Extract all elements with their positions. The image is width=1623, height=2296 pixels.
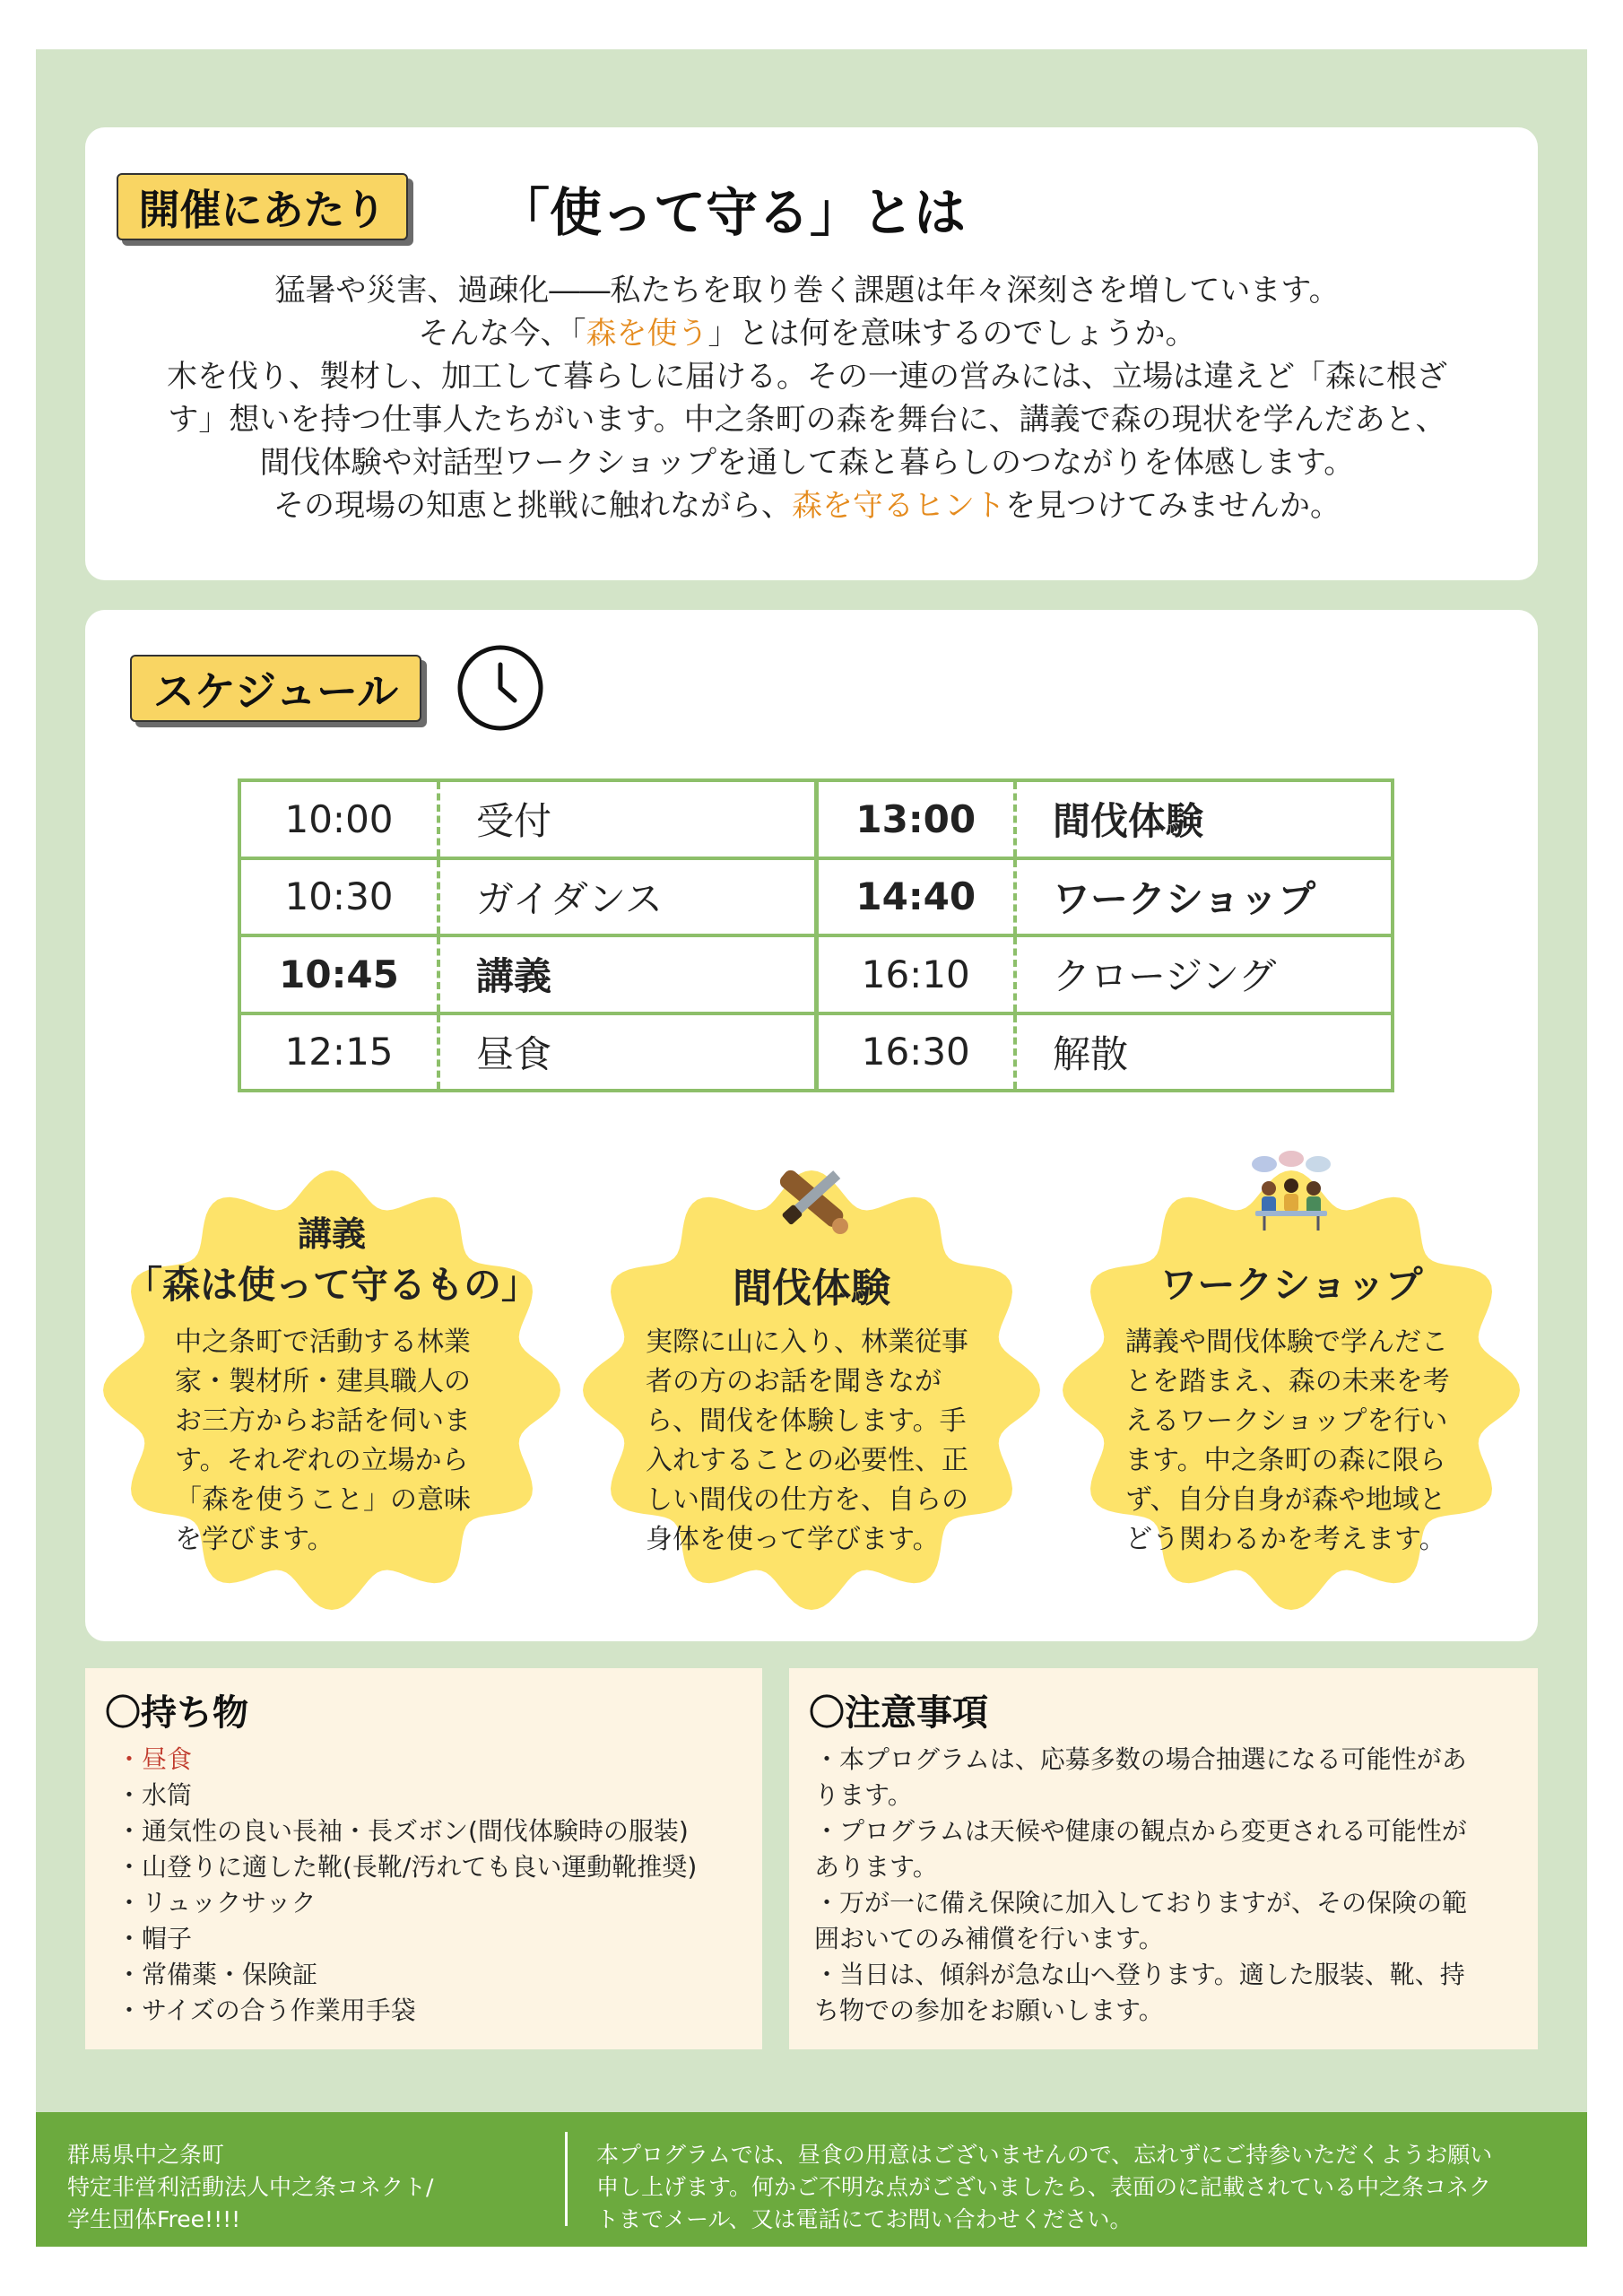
list-item: ・山登りに適した靴(長靴/汚れても良い運動靴推奨) xyxy=(117,1852,698,1882)
event-cell: 受付 xyxy=(438,780,816,858)
time-cell: 10:00 xyxy=(239,780,438,858)
program-description: 中之条町で活動する林業 家・製材所・建具職人の お三方からお話を伺いま す。それぞれの立場から 「森を使うこと」の意味 を学びます。 xyxy=(175,1326,471,1555)
intro-line: 木を伐り、製材し、加工して暮らしに届ける。その一連の営みには、立場は違えど「森に根ざ xyxy=(167,359,1447,395)
list-item: あります。 xyxy=(814,1852,938,1882)
program-lecture xyxy=(90,1157,574,1623)
program-title: ワークショップ xyxy=(1159,1263,1423,1307)
organizer-info: 群馬県中之条町 特定非営利活動法人中之条コネクト/ 学生団体Free!!!! xyxy=(67,2142,434,2232)
program-title: 講義 xyxy=(297,1214,366,1254)
schedule-tag: スケジュール xyxy=(130,655,421,722)
list-item: ・水筒 xyxy=(117,1780,193,1810)
notes-title: 〇注意事項 xyxy=(809,1692,988,1734)
program-workshop xyxy=(1049,1157,1533,1623)
clock-icon xyxy=(456,643,545,733)
intro-line: 間伐体験や対話型ワークショップを通して森と暮らしのつながりを体感します。 xyxy=(259,445,1355,481)
program-subtitle: 「森は使って守るもの」 xyxy=(124,1263,539,1307)
notes-list xyxy=(814,1742,1467,2029)
time-cell: 10:45 xyxy=(239,935,438,1013)
list-item: ・帽子 xyxy=(117,1924,193,1953)
event-cell: 間伐体験 xyxy=(1015,780,1393,858)
list-item: ・本プログラムは、応募多数の場合抽選になる可能性があ xyxy=(814,1744,1467,1774)
time-cell: 16:30 xyxy=(816,1013,1015,1091)
program-title: 間伐体験 xyxy=(733,1265,890,1311)
time-cell: 10:30 xyxy=(239,858,438,936)
belongings-title: 〇持ち物 xyxy=(105,1692,248,1734)
notes-box xyxy=(789,1668,1538,2049)
list-item: ・リュックサック xyxy=(117,1888,317,1918)
list-item: ・常備薬・保険証 xyxy=(117,1960,318,1989)
intro-line: 猛暑や災害、過疎化――私たちを取り巻く課題は年々深刻さを増しています。 xyxy=(274,273,1340,309)
discussion-group-icon xyxy=(1242,1148,1341,1238)
highlight-text: 森を使う xyxy=(586,316,708,352)
intro-line: そんな今、「森を使う」とは何を意味するのでしょうか。 xyxy=(418,316,1196,352)
time-cell: 16:10 xyxy=(816,935,1015,1013)
intro-title: 「使って守る」とは xyxy=(498,182,967,243)
saw-log-icon xyxy=(767,1152,856,1242)
list-item: ・当日は、傾斜が急な山へ登ります。適した服装、靴、持 xyxy=(814,1960,1465,1989)
list-item: ち物での参加をお願いします。 xyxy=(814,1996,1164,2025)
highlight-text: 森を守るヒント xyxy=(792,488,1005,524)
event-cell: 昼食 xyxy=(438,1013,816,1091)
list-item: ・通気性の良い長袖・長ズボン(間伐体験時の服装) xyxy=(117,1816,689,1846)
table-row xyxy=(239,858,1393,936)
footer-notice: 本プログラムでは、昼食の用意はございませんので、忘れずにご持参いただくようお願い 申し上げます。何かご不明な点がございましたら、表面のに記載されている中之条コネク トまでメール、又は電話にてお問い合わせください。 xyxy=(596,2142,1493,2232)
intro-body xyxy=(143,269,1471,527)
belongings-list xyxy=(117,1742,697,2029)
list-item: ・万が一に備え保険に加入しておりますが、その保険の範 xyxy=(814,1888,1468,1918)
list-item: ります。 xyxy=(814,1780,913,1810)
event-cell: ワークショップ xyxy=(1015,858,1393,936)
footer-divider xyxy=(565,2132,568,2226)
table-row xyxy=(239,935,1393,1013)
intro-line: その現場の知恵と挑戦に触れながら、森を守るヒントを見つけてみませんか。 xyxy=(273,488,1341,524)
intro-tag: 開催にあたり xyxy=(117,173,408,240)
time-cell: 13:00 xyxy=(816,780,1015,858)
time-cell: 14:40 xyxy=(816,858,1015,936)
list-item: ・プログラムは天候や健康の観点から変更される可能性が xyxy=(814,1816,1467,1846)
event-cell: 講義 xyxy=(438,935,816,1013)
program-description: 講義や間伐体験で学んだこ とを踏まえ、森の未来を考 えるワークショップを行い ます。中之条町の森に限ら ず、自分自身が森や地域と どう関わるかを考えます。 xyxy=(1125,1326,1450,1555)
event-cell: ガイダンス xyxy=(438,858,816,936)
list-item: ・サイズの合う作業用手袋 xyxy=(117,1996,416,2025)
belongings-box xyxy=(85,1668,762,2049)
table-row xyxy=(239,1013,1393,1091)
event-cell: 解散 xyxy=(1015,1013,1393,1091)
intro-line: す」想いを持つ仕事人たちがいます。中之条町の森を舞台に、講義で森の現状を学んだあと、 xyxy=(168,402,1446,438)
time-cell: 12:15 xyxy=(239,1013,438,1091)
list-item: 囲おいてのみ補償を行います。 xyxy=(814,1924,1164,1953)
footer xyxy=(36,2112,1587,2247)
list-item: ・昼食 xyxy=(117,1744,193,1774)
table-row xyxy=(239,780,1393,858)
schedule-table xyxy=(238,778,1394,1092)
event-cell: クロージング xyxy=(1015,935,1393,1013)
program-thinning xyxy=(569,1157,1054,1623)
program-description: 実際に山に入り、林業従事 者の方のお話を聞きなが ら、間伐を体験します。手 入れすることの必要性、正 しい間伐の仕方を、自らの 身体を使って学びます。 xyxy=(646,1326,968,1555)
